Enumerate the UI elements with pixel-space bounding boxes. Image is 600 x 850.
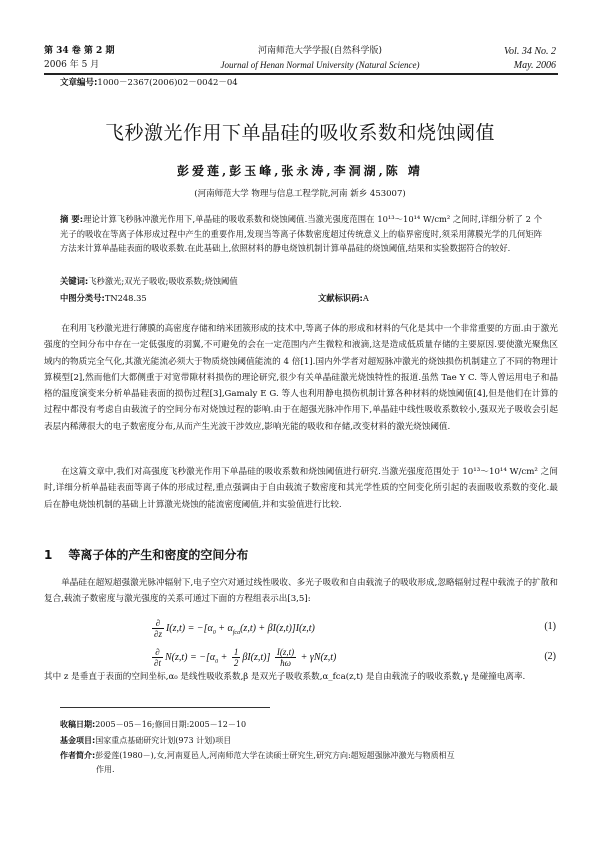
authors: 彭爱莲,彭玉峰,张永涛,李洞湖,陈 靖 — [177, 164, 423, 178]
clc-label: 中图分类号: — [60, 293, 105, 303]
footnote-author-cont: 作用. — [96, 765, 115, 774]
body-paragraph-3: 单晶硅在超短超强激光脉冲辐射下,电子空穴对通过线性吸收、多光子吸收和自由载流子的吸收形成,忽略辐射过程中载流子的扩散和复合,载流子数密度与激光强度的关系可通过下面的方程组表示出[3,5]: — [44, 578, 558, 605]
article-number — [60, 76, 238, 88]
doc-code-label: 文献标识码: — [318, 293, 363, 303]
equation-2-number: (2) — [544, 651, 556, 662]
received-label: 收稿日期: — [60, 720, 96, 729]
article-number-value: 1000－2367(2006)02－0042－04 — [97, 78, 238, 88]
body-paragraph-4: 其中 z 是垂直于表面的空间坐标,α₀ 是线性吸收系数,β 是双光子吸收系数,α_fca(z,t) 是自由载流子的吸收系数,γ 是碰撞电离率. — [44, 672, 526, 682]
section-heading — [44, 546, 248, 563]
clc-number — [60, 292, 147, 304]
abstract — [60, 212, 542, 256]
footnote-rule — [60, 707, 270, 708]
received-text: 2005－05－16;修回日期:2005－12－10 — [95, 720, 247, 729]
doc-code-text: A — [362, 293, 369, 303]
header-vol-no-en: Vol. 34 No. 2 — [504, 46, 556, 57]
header-rule — [44, 73, 558, 75]
equation-1: $\frac{\partial}{\partial z}$ $I(z,t) = -[\alpha_0 + \alpha_{fca}(z,t) + \beta I(z,t)]I(z,t)$ — [154, 618, 315, 639]
keywords-text: 飞秒激光;双光子吸收;吸收系数;烧蚀阈值 — [88, 276, 238, 286]
body-paragraph-2: 在这篇文章中,我们对高强度飞秒激光作用下单晶硅的吸收系数和烧蚀阈值进行研究.当激光强度范围处于 10¹³～10¹⁴ W/cm² 之间时,详细分析单晶硅表面等离子体的形成过程,重点强调由于自由载流子数密度和其光学性质的空间变化所引起的表面吸收系数的变化.最后在静电烧蚀机制的基础上计算激光烧蚀的能流密度阈值,并和实验值进行比较. — [44, 467, 558, 510]
header-journal-en: Journal of Henan Normal University (Natural Science) — [220, 60, 420, 70]
equation-2: $\frac{\partial}{\partial t}$ $N(z,t) = -[\alpha_0$ + $\frac{1}{2}$ βI(z,t)] $\frac{I(z,t)}{ħ\omega}$ + γN(z,t) — [154, 647, 337, 668]
abstract-label: 摘 要: — [60, 214, 84, 224]
document-code — [318, 292, 369, 304]
keywords — [60, 275, 238, 287]
section-number: 1 — [44, 548, 53, 562]
clc-text: TN248.35 — [104, 293, 147, 303]
header-date-cn: 2006 年 5 月 — [44, 60, 100, 70]
header-journal-cn: 河南师范大学学报(自然科学版) — [257, 46, 383, 56]
author-bio-label: 作者简介: — [60, 751, 96, 760]
paper-title: 飞秒激光作用下单晶硅的吸收系数和烧蚀阈值 — [104, 122, 495, 144]
fund-label: 基金项目: — [60, 736, 96, 745]
header-date-en: May. 2006 — [513, 60, 556, 71]
footnote-fund — [60, 734, 540, 748]
article-number-label: 文章编号: — [60, 78, 98, 88]
body-paragraph-1: 在利用飞秒激光进行薄膜的高密度存储和纳米团簇形成的技术中,等离子体的形成和材料的气化是其中一个非常重要的方面.由于激光强度的空间分布中存在一定低强度的羽翼,不可避免的会在一定范围内产生微粒和液滴,这是造成低质量存储的主要原因.要使激光聚焦区域内的物质完全气化,其激光能流必须大于物质烧蚀阈值能流的 4 倍[1].国内外学者对超短脉冲激光的烧蚀损伤机制建立了不同的物理计算模型[2],然而他们大都侧重于对宽带隙材料损伤的理论研究,很少有关单晶硅激光烧蚀特性的报道.虽然 Tae Y C. 等人曾运用电子和晶格的温度演变来分析单晶硅表面的损伤过程[3],Gamaly E G. 等人也利用静电损伤机制计算各种材料的烧蚀阈值[4],但是他们在计算的过程中都没有考虑自由载流子的空间分布对烧蚀过程的影响.由于在超强光脉冲作用下,单晶硅中线性吸收系数较小,强双光子吸收会引起表层内稀薄很大的电子数密度分布,从而产生光波干涉效应,影响光能的吸收和存储,改变材料的激光烧蚀阈值. — [44, 324, 558, 432]
footnote-received — [60, 718, 540, 732]
footnote-author — [60, 749, 540, 763]
affiliation: (河南师范大学 物理与信息工程学院,河南 新乡 453007) — [194, 189, 406, 199]
equation-1-number: (1) — [544, 621, 556, 632]
abstract-text: 理论计算飞秒脉冲激光作用下,单晶硅的吸收系数和烧蚀阈值.当激光强度范围在 10¹³～10¹⁴ W/cm² 之间时,详细分析了 2 个光子的吸收在等离子体形成过程中产生的重要作用,发现当等离子体数密度超过传统意义上的临界密度时,须采用薄膜光学的几何矩阵方法来计算单晶硅表面的吸收系数.在此基础上,依照材料的静电烧蚀机制计算单晶硅的烧蚀阈值,结果和实验数据符合的较好. — [60, 214, 542, 253]
author-bio-text: 彭爱莲(1980－),女,河南夏邑人,河南师范大学在读硕士研究生,研究方向:超短超强脉冲激光与物质相互 — [95, 751, 455, 760]
header-volume-issue: 第 34 卷 第 2 期 — [44, 46, 115, 56]
fund-text: 国家重点基础研究计划(973 计划)项目 — [95, 736, 232, 745]
keywords-label: 关键词: — [60, 276, 89, 286]
section-title: 等离子体的产生和密度的空间分布 — [68, 548, 249, 562]
